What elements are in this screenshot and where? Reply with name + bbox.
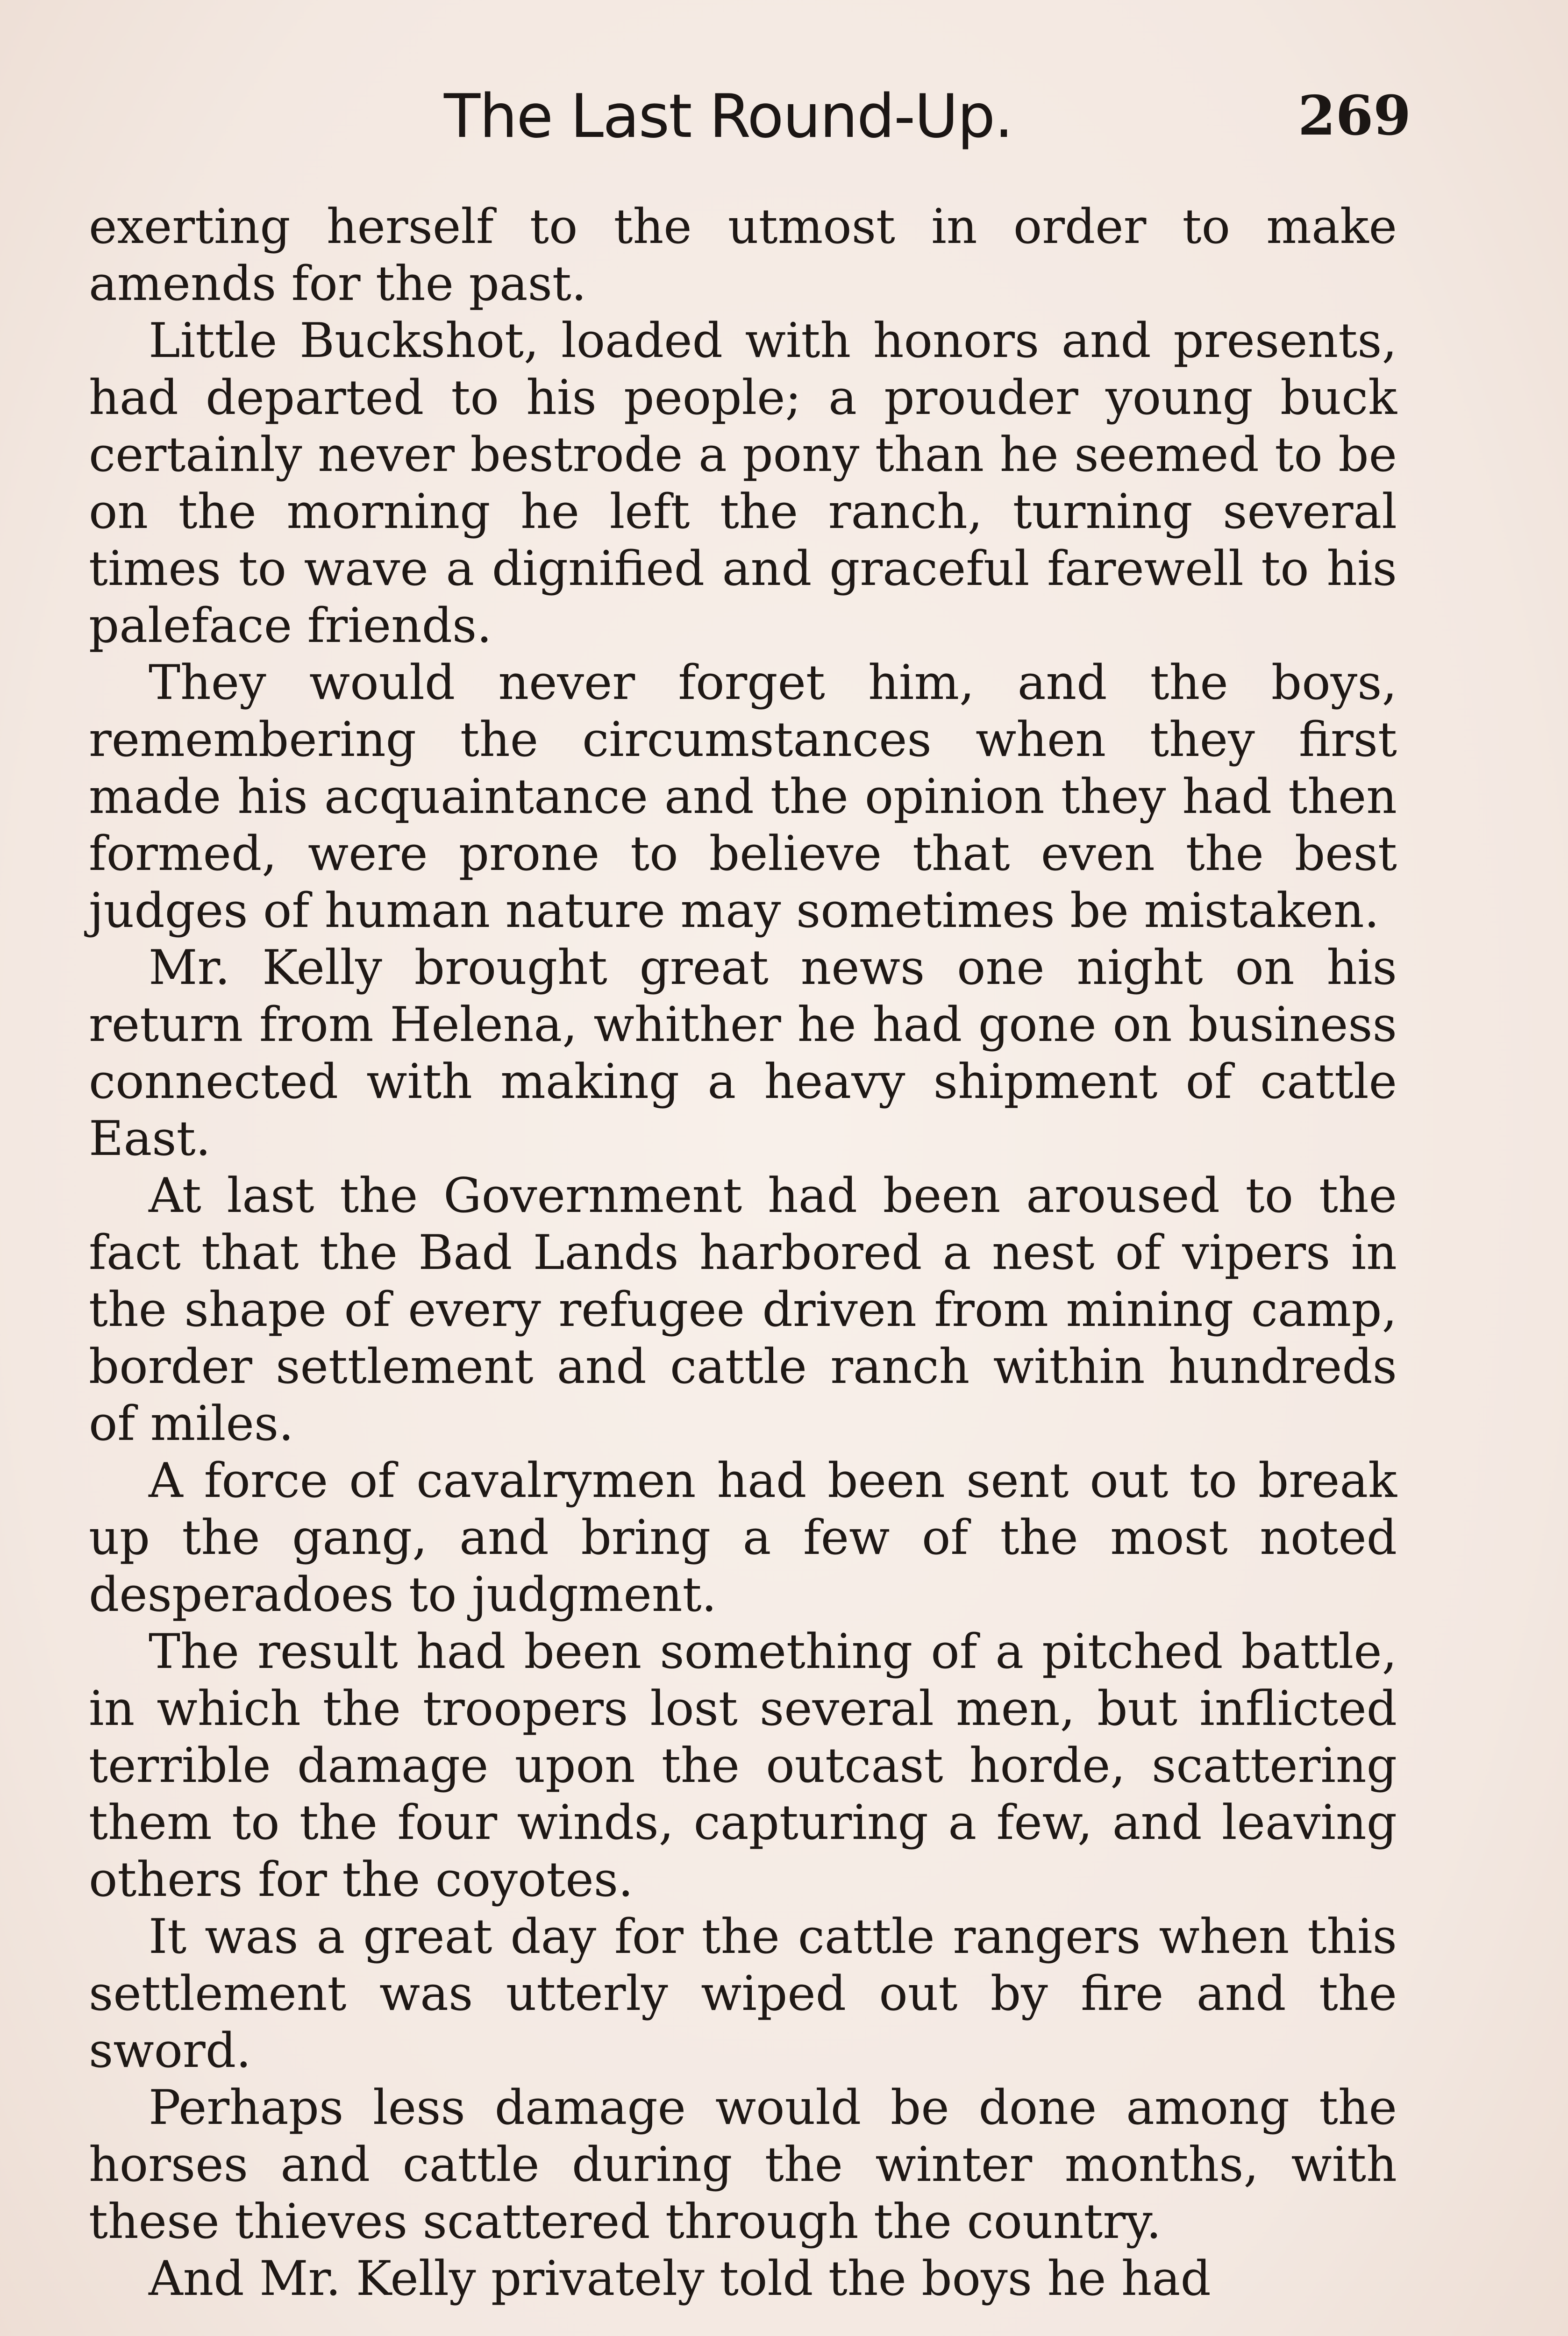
paragraph-7: The result had been something of a pitched battle, in which the troopers lost several men, but inflicted terrible damage upon the outcast horde, scattering them to the four winds, capturing a few, and leaving others for the coyotes. [89,1624,1397,1908]
body-text [89,199,1397,2308]
paragraph-6: A force of cavalrymen had been sent out to break up the gang, and bring a few of the most noted desperadoes to judgment. [89,1453,1397,1623]
paragraph-1: exerting herself to the utmost in order to make amends for the past. [89,199,1397,312]
running-title: The Last Round-Up. [444,82,1012,151]
paragraph-9: Perhaps less damage would be done among the horses and cattle during the winter months, with these thieves scattered through the country. [89,2080,1397,2250]
paragraph-8: It was a great day for the cattle rangers when this settlement was utterly wiped out by fire and the sword. [89,1909,1397,2079]
paragraph-4: Mr. Kelly brought great news one night on his return from Helena, whither he had gone on business connected with making a heavy shipment of cattle East. [89,940,1397,1167]
paragraph-2: Little Buckshot, loaded with honors and presents, had departed to his people; a prouder young buck certainly never bestrode a pony than he seemed to be on the morning he left the ranch, turning several times to wave a dignified and graceful farewell to his paleface friends. [89,313,1397,654]
paragraph-5: At last the Government had been aroused to the fact that the Bad Lands harbored a nest of vipers in the shape of every refugee driven from mining camp, border settlement and cattle ranch within hundreds of miles. [89,1168,1397,1452]
paragraph-10: And Mr. Kelly privately told the boys he had [149,2251,1211,2307]
page-number: 269 [1297,84,1411,148]
running-header [84,82,1411,161]
paragraph-3: They would never forget him, and the boys, remembering the circumstances when they first made his acquaintance and the opinion they had then formed, were prone to believe that even the best judges of human nature may sometimes be mistaken. [89,655,1397,939]
